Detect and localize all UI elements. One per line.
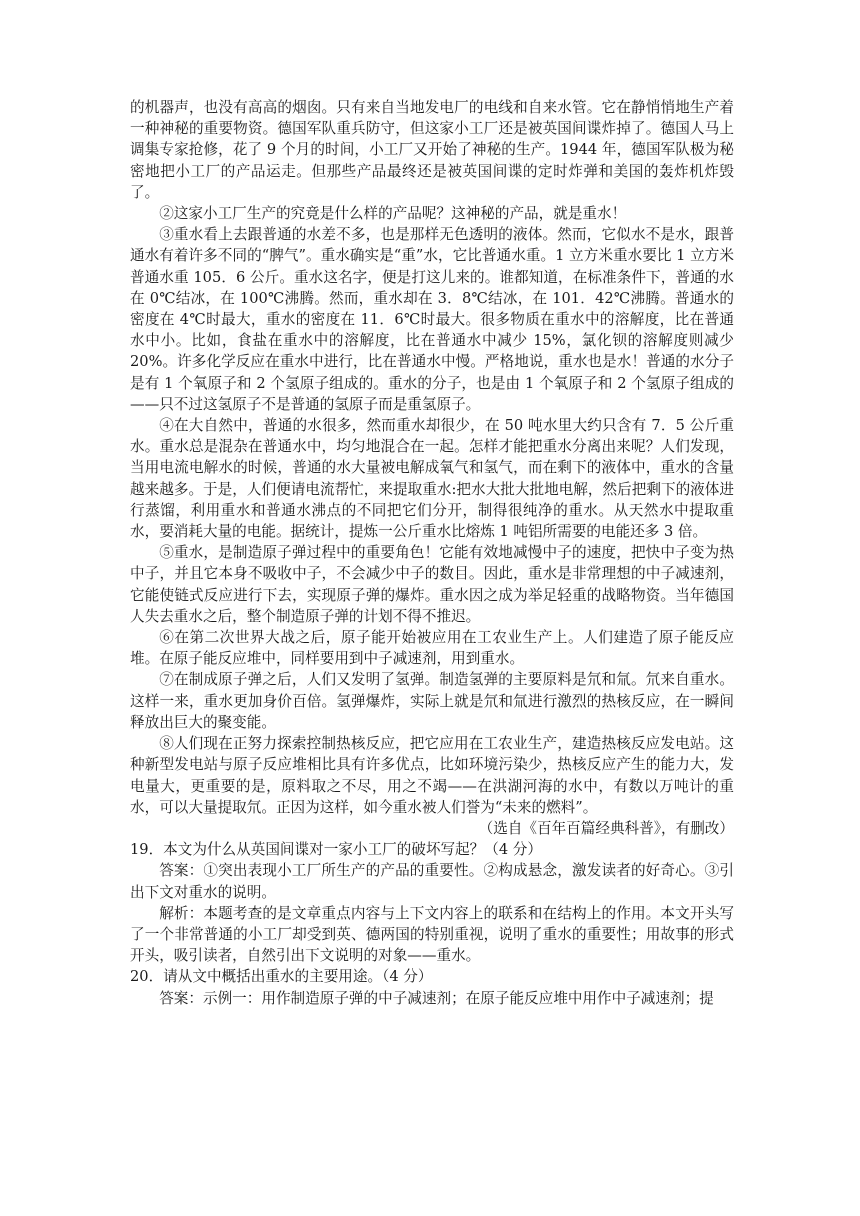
source-citation: （选自《百年百篇经典科普》，有删改） bbox=[478, 819, 734, 837]
question-19-analysis: 解析：本题考查的是文章重点内容与上下文内容上的联系和在结构上的作用。本文开头写了一个非常普通的小工厂却受到英、德两国的特别重视，说明了重水的重要性；用故事的形式开头，吸引读者，自然引出下文说明的对象——重水。 bbox=[130, 904, 734, 965]
question-19: 19．本文为什么从英国间谍对一家小工厂的破坏写起？（4 分） bbox=[130, 841, 542, 859]
paragraph-4: ④在大自然中，普通的水很多，然而重水却很少，在 50 吨水里大约只含有 7．5 公斤重水。重水总是混杂在普通水中，均匀地混合在一起。怎样才能把重水分离出来呢？人们发现，当用电流电解水的时候，普通的水大量被电解成氧气和氢气，而在剩下的液体中，重水的含量越来越多。于是，人们便请电流帮忙，来提取重水:把水大批大批地电解，然后把剩下的液体进行蒸馏，利用重水和普通水沸点的不同把它们分开，制得很纯净的重水。从天然水中提取重水，要消耗大量的电能。据统计，提炼一公斤重水比熔炼 1 吨铝所需要的电能还多 3 倍。 bbox=[130, 417, 734, 541]
question-20-answer: 答案：示例一：用作制造原子弹的中子减速剂；在原子能反应堆中用作中子减速剂；提 bbox=[159, 989, 714, 1007]
paragraph-8: ⑧人们现在正努力探索控制热核反应，把它应用在工农业生产，建造热核反应发电站。这种新型发电站与原子反应堆相比具有许多优点，比如环境污染少，热核反应产生的能力大，发电量大，更重要的是，原料取之不尽，用之不竭——在洪湖河海的水中，有数以万吨计的重水，可以大量提取氘。正因为这样，如今重水被人们誉为“未来的燃料”。 bbox=[130, 735, 734, 816]
paragraph-5: ⑤重水，是制造原子弹过程中的重要角色！它能有效地减慢中子的速度，把快中子变为热中子，并且它本身不吸收中子，不会减少中子的数目。因此，重水是非常理想的中子减速剂，它能使链式反应进行下去，实现原子弹的爆炸。重水因之成为举足轻重的战略物资。当年德国人失去重水之后，整个制造原子弹的计划不得不推迟。 bbox=[130, 544, 734, 625]
paragraph-7: ⑦在制成原子弹之后，人们又发明了氢弹。制造氢弹的主要原料是氘和氚。氘来自重水。这样一来，重水更加身价百倍。氢弹爆炸，实际上就是氘和氚进行激烈的热核反应，在一瞬间释放出巨大的聚变能。 bbox=[130, 671, 734, 731]
paragraph-6: ⑥在第二次世界大战之后，原子能开始被应用在工农业生产上。人们建造了原子能反应堆。在原子能反应堆中，同样要用到中子减速剂，用到重水。 bbox=[130, 629, 734, 668]
paragraph-3: ③重水看上去跟普通的水差不多，也是那样无色透明的液体。然而，它似水不是水，跟普通水有着许多不同的“脾气”。重水确实是“重”水，它比普通水重。1 立方米重水要比 1 立方米普通水重 105．6 公斤。重水这名字，便是打这儿来的。谁都知道，在标准条件下，普通的水在 0℃结冰，在 100℃沸腾。然而，重水却在 3．8℃结冰，在 101．42℃沸腾。普通水的密度在 4℃时最大，重水的密度在 11．6℃时最大。很多物质在重水中的溶解度，比在普通水中小。比如，食盐在重水中的溶解度，比在普通水中减少 15%，氯化钡的溶解度则减少 20%。许多化学反应在重水中进行，比在普通水中慢。严格地说，重水也是水！普通的水分子是有 1 个氧原子和 2 个氢原子组成的。重水的分子，也是由 1 个氧原子和 2 个氢原子组成的——只不过这氢原子不是普通的氢原子而是重氢原子。 bbox=[130, 226, 734, 413]
document-page bbox=[130, 97, 734, 1009]
paragraph-continued: 的机器声，也没有高高的烟囱。只有来自当地发电厂的电线和自来水管。它在静悄悄地生产着一种神秘的重要物资。德国军队重兵防守，但这家小工厂还是被英国间谍炸掉了。德国人马上调集专家抢修，花了 9 个月的时间，小工厂又开始了神秘的生产。1944 年，德国军队极为秘密地把小工厂的产品运走。但那些产品最终还是被英国间谍的定时炸弹和美国的轰炸机炸毁了。 bbox=[130, 99, 734, 201]
paragraph-2: ②这家小工厂生产的究竟是什么样的产品呢？这神秘的产品，就是重水！ bbox=[159, 205, 627, 223]
question-19-answer: 答案：①突出表现小工厂所生产的产品的重要性。②构成悬念，激发读者的好奇心。③引出下文对重水的说明。 bbox=[130, 862, 734, 901]
question-20: 20．请从文中概括出重水的主要用途。（4 分） bbox=[130, 968, 433, 986]
